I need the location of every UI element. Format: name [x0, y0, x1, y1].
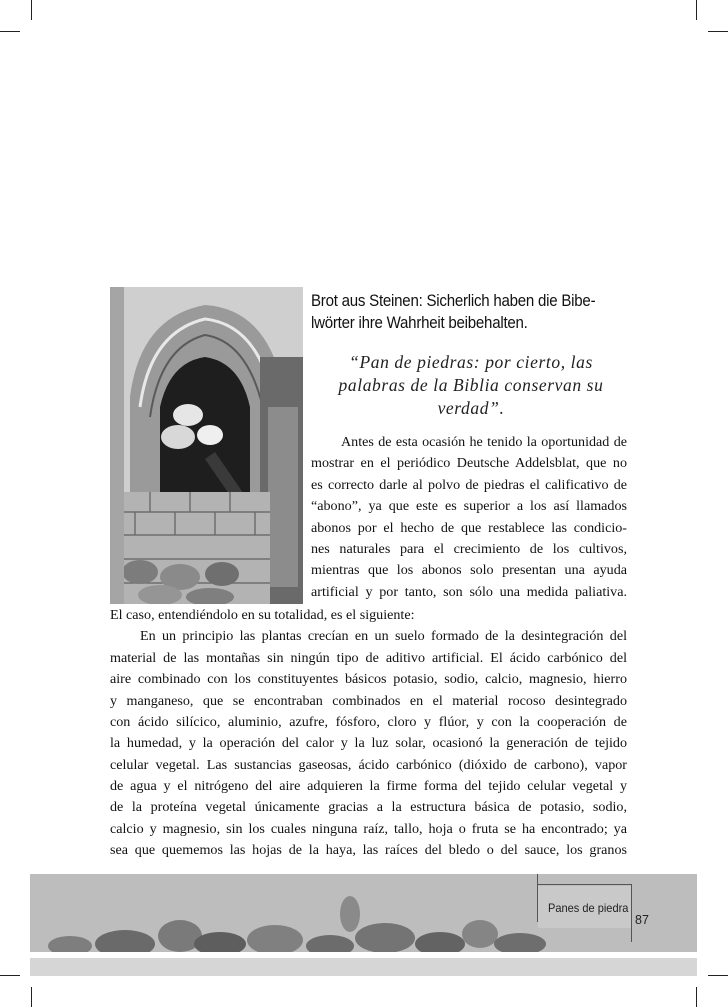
- caption-translation-quote: [311, 351, 631, 420]
- crop-mark-bottom-right-v: [696, 987, 697, 1007]
- crop-mark-bottom-left-h: [0, 975, 20, 976]
- text-line: calcio y magnesio, sin los cuales ninguna raíz, tallo, hoja o fruta se ha encontrado; ya: [110, 820, 627, 837]
- photo-caption: [311, 290, 609, 334]
- text-line: material de las montañas sin ningún tipo de aditivo artificial. El ácido carbónico del: [110, 649, 627, 666]
- crop-mark-bottom-right-h: [708, 975, 728, 976]
- main-paragraph: [110, 605, 627, 862]
- text-line: abonos por el hecho de que restablece las condicio-: [311, 519, 627, 536]
- text-line: y manganeso, que se encontraban combinados en el material rocoso desintegrado: [110, 692, 627, 709]
- crop-mark-top-right-h: [708, 31, 728, 32]
- text-line: aire combinado con los constituyentes básicos potasio, sodio, calcio, magnesio, hierro: [110, 671, 627, 688]
- quote-line: “Pan de piedras: por cierto, las: [349, 352, 593, 372]
- text-line: sea que quememos las hojas de la haya, las raíces del bledo o del sauce, los granos: [110, 842, 627, 859]
- crop-mark-bottom-left-v: [31, 987, 32, 1007]
- text-line: Antes de esta ocasión he tenido la oportunidad de: [341, 434, 627, 450]
- text-line: nes naturales para el crecimiento de los cultivos,: [311, 540, 627, 557]
- crop-mark-top-left-v: [31, 0, 32, 20]
- running-footer-title: Panes de piedra: [548, 901, 629, 915]
- text-line: mostrar en el periódico Deutsche Addelsblat, que no: [311, 455, 627, 472]
- footer-rule: [537, 874, 538, 922]
- narrow-paragraph: [311, 432, 627, 603]
- quote-line: palabras de la Biblia conservan su: [338, 375, 604, 395]
- caption-line: Brot aus Steinen: Sicherlich haben die Bibe-: [311, 292, 596, 310]
- text-line: mientras que los abonos solo presentan una ayuda: [311, 562, 627, 579]
- text-line: la humedad, y la operación del calor y la luz solar, ocasionó la generación de tejido: [110, 735, 627, 752]
- text-line: con ácido silícico, aluminio, azufre, fósforo, cloro y flúor, y con la cooperación de: [110, 713, 627, 730]
- text-line: El caso, entendiéndolo en su totalidad, es el siguiente:: [110, 607, 415, 623]
- crop-mark-top-left-h: [0, 31, 20, 32]
- caption-line: lwörter ihre Wahrheit beibehalten.: [311, 314, 528, 332]
- footer-rule: [631, 884, 632, 942]
- crop-mark-top-right-v: [696, 0, 697, 20]
- text-line: celular vegetal. Las sustancias gaseosas, ácido carbónico (dióxido de carbono), vapor: [110, 756, 627, 773]
- stone-oven-photo: [110, 287, 303, 604]
- footer-rule: [537, 884, 631, 885]
- footer-strip: [30, 958, 697, 976]
- text-line: de agua y el nitrógeno del aire adquieren la firme forma del tejido celular vegetal y: [110, 778, 627, 795]
- quote-line: verdad”.: [437, 398, 505, 418]
- text-line: es correcto darle al polvo de piedras el calificativo de: [311, 476, 627, 493]
- text-line: “abono”, ya que este es superior a los así llamados: [311, 498, 627, 515]
- text-line: En un principio las plantas crecían en un suelo formado de la desintegración del: [140, 628, 627, 645]
- text-line: de la proteína vegetal únicamente gracias a la estructura básica de potasio, sodio,: [110, 799, 627, 816]
- text-line: artificial y por tanto, son sólo una medida paliativa.: [311, 583, 627, 600]
- page-number: 87: [635, 913, 649, 927]
